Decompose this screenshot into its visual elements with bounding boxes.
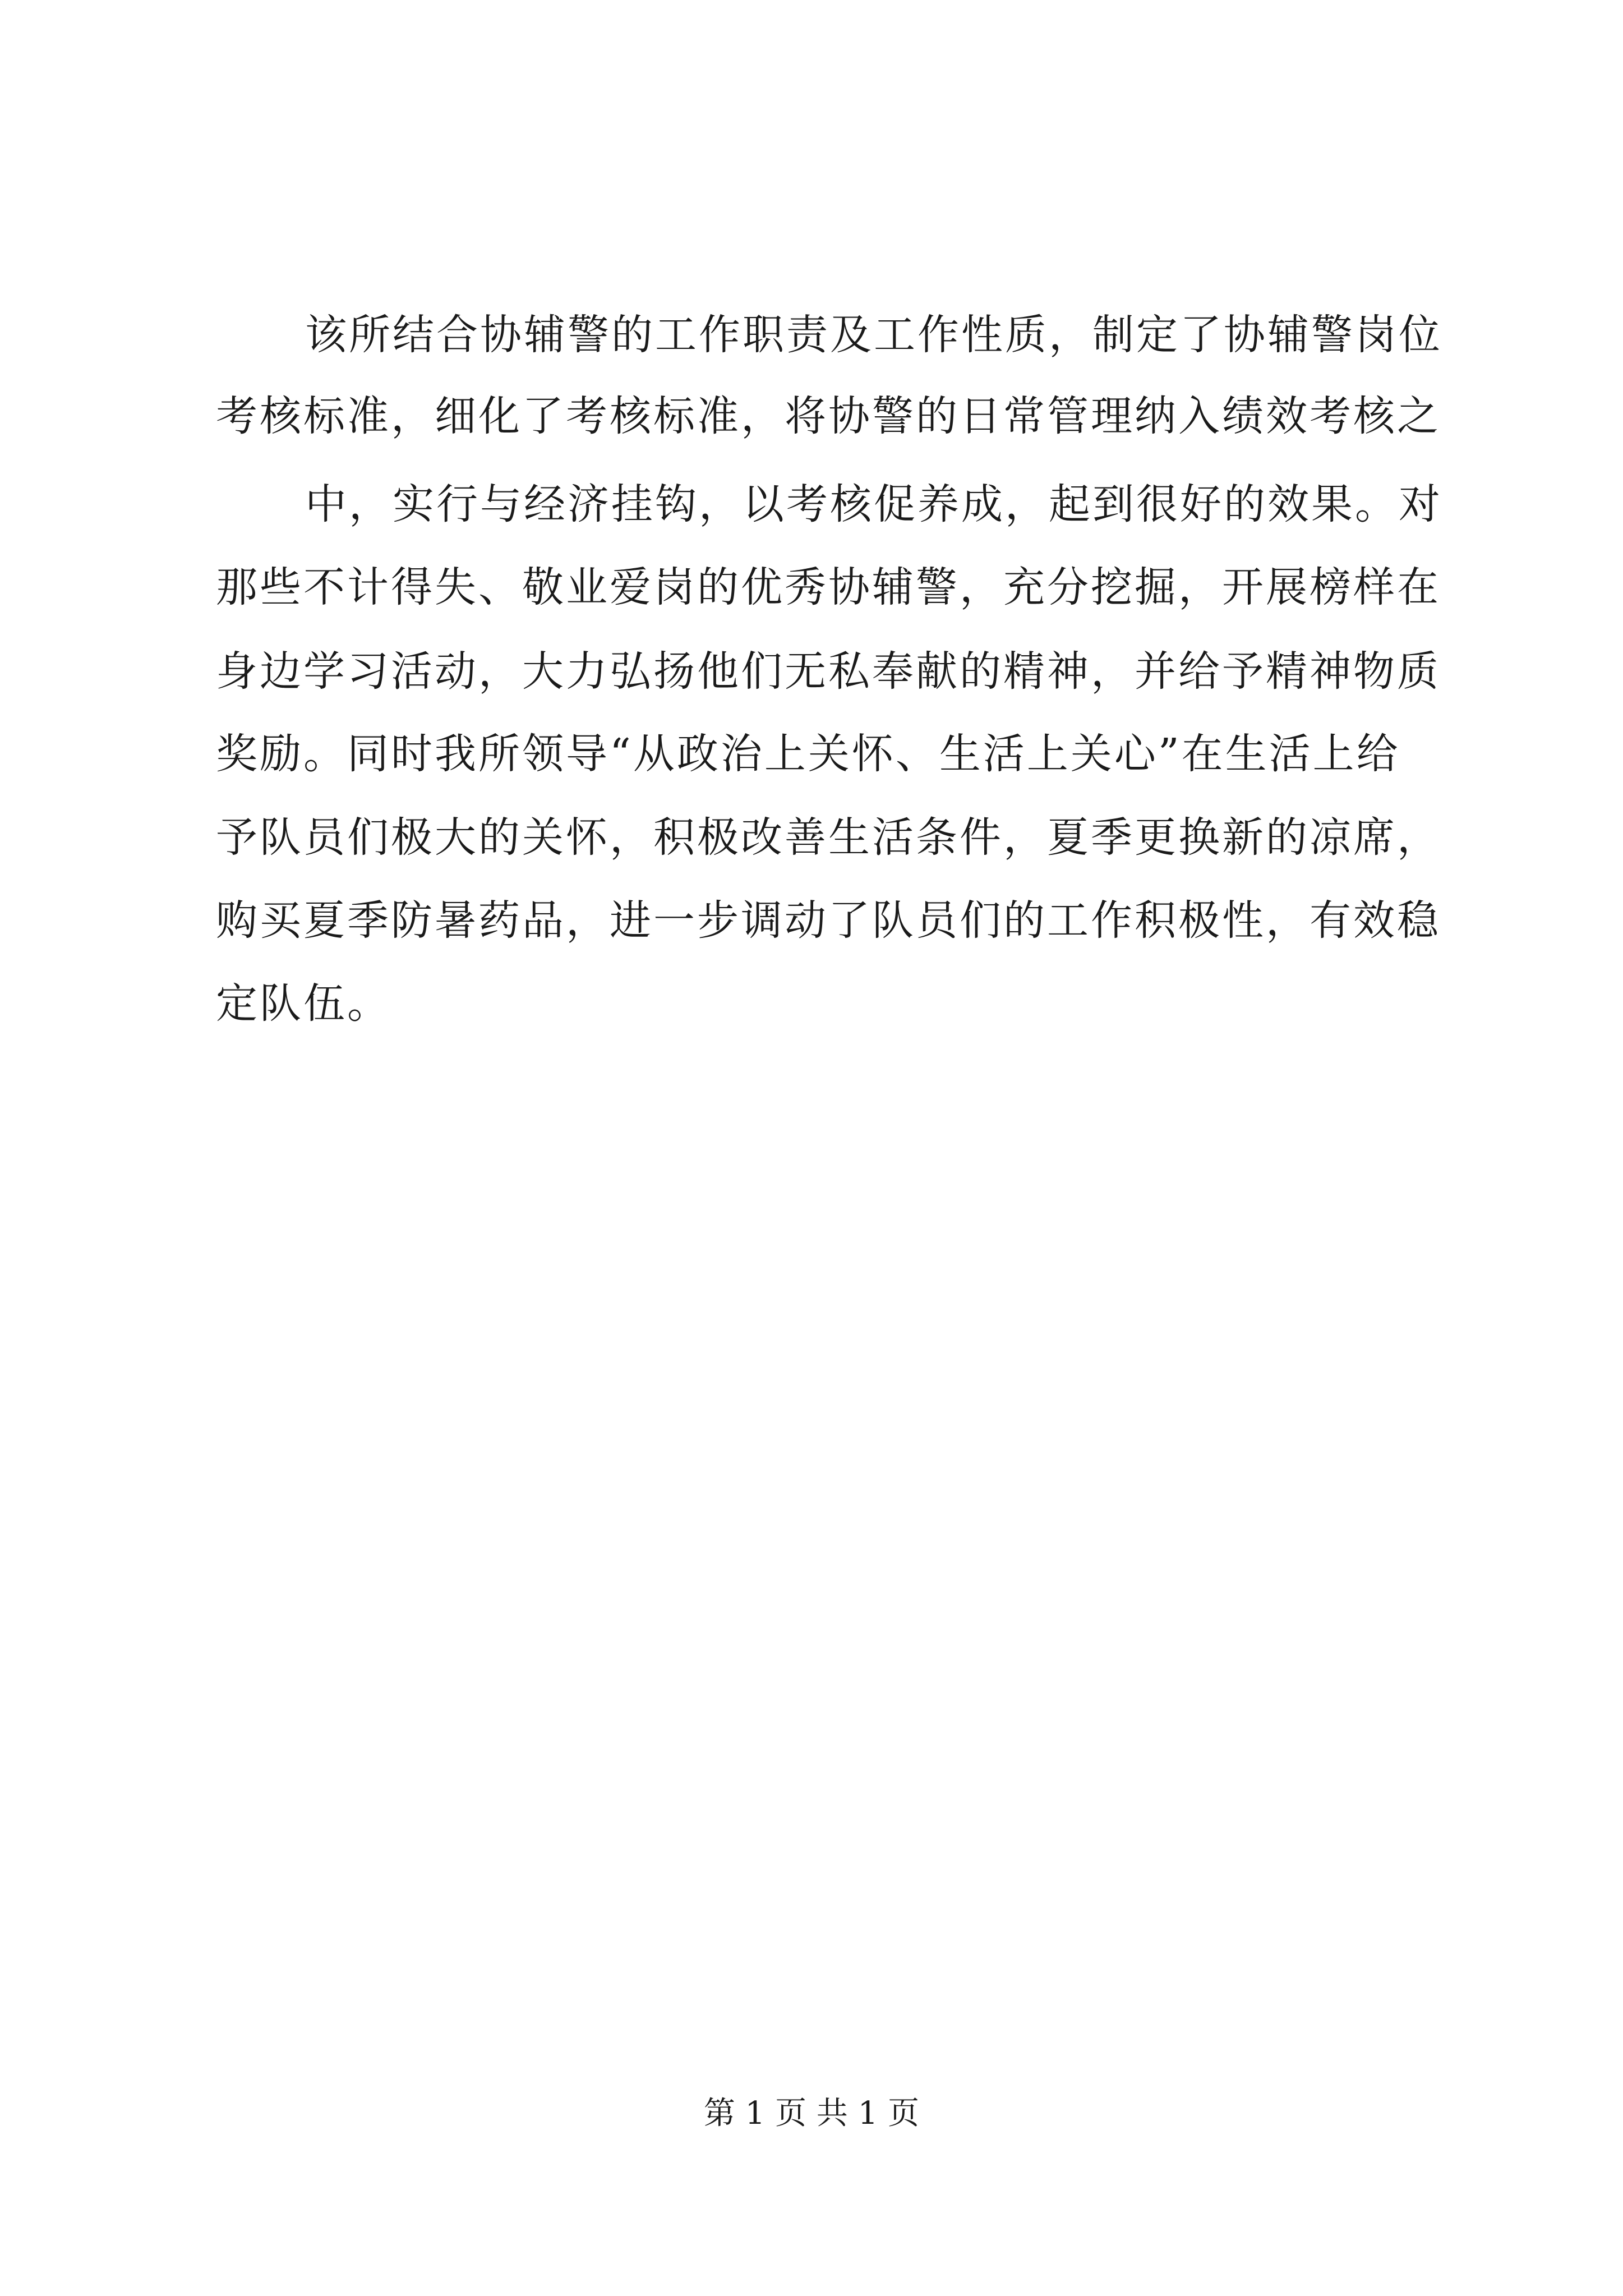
paragraph-line-2: 考核标准，细化了考核标准，将协警的日常管理纳入绩效考核之 <box>216 392 1441 440</box>
paragraph-line-4: 那些不计得失、敬业爱岗的优秀协辅警，充分挖掘，开展榜样在 <box>216 563 1441 611</box>
paragraph-line-9: 定队伍。 <box>216 979 391 1028</box>
paragraph-line-7: 予队员们极大的关怀，积极改善生活条件，夏季更换新的凉席， <box>216 813 1441 862</box>
paragraph-line-8: 购买夏季防暑药品，进一步调动了队员们的工作积极性，有效稳 <box>216 896 1441 945</box>
paragraph-line-6: 奖励。同时我所领导“从政治上关怀、生活上关心”在生活上给 <box>216 730 1400 778</box>
paragraph-line-3: 中，实行与经济挂钩，以考核促养成，起到很好的效果。对 <box>305 480 1442 528</box>
paragraph-line-5: 身边学习活动，大力弘扬他们无私奉献的精神，并给予精神物质 <box>216 647 1441 696</box>
paragraph-line-1: 该所结合协辅警的工作职责及工作性质，制定了协辅警岗位 <box>305 311 1442 359</box>
page-number-footer: 第 1 页 共 1 页 <box>703 2095 920 2132</box>
